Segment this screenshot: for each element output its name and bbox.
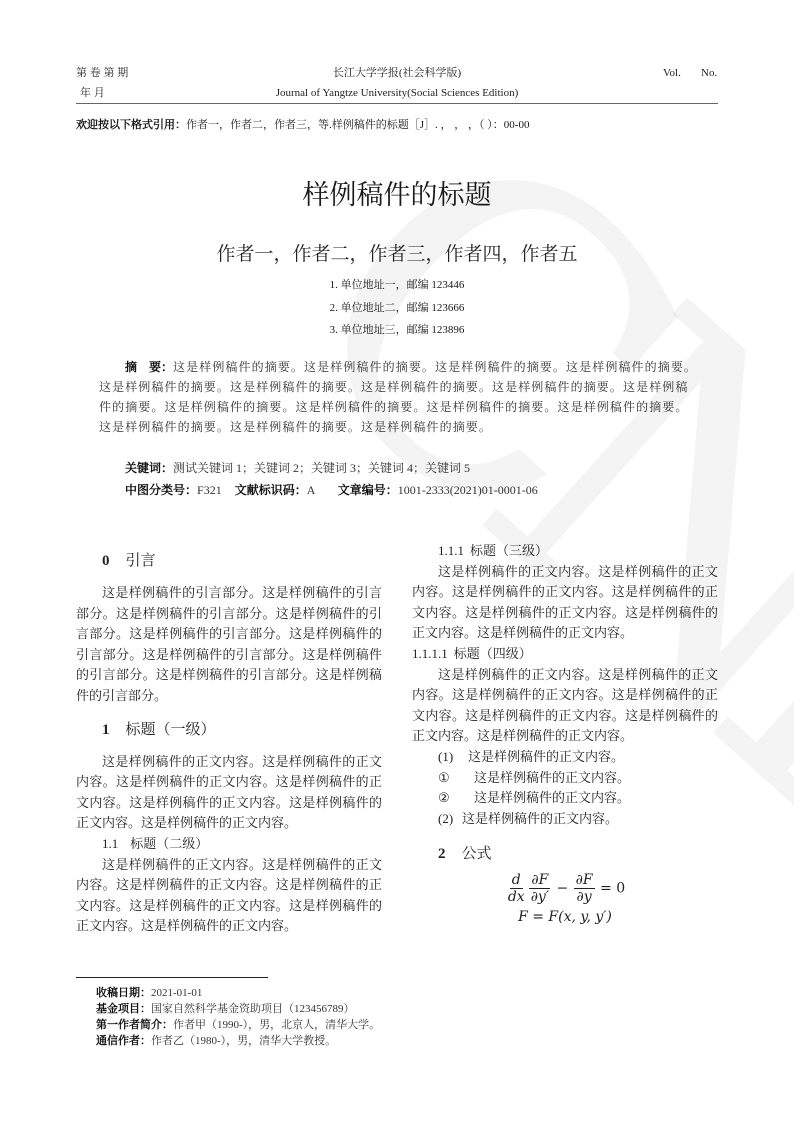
list-text: 这是样例稿件的正文内容。: [468, 748, 625, 764]
footnote-label: 通信作者：: [96, 1034, 151, 1047]
footnote-received-date: [96, 985, 202, 1001]
section-0-title: 引言: [125, 551, 156, 569]
section-1-heading: [102, 719, 382, 740]
section-2-heading: [438, 843, 718, 864]
citation-text: 作者一，作者二，作者三，等.样例稿件的标题［J］. ， ， ，（ ）：00-00: [186, 119, 530, 131]
fraction-dF-dy: [574, 872, 595, 905]
list-marker: (1): [438, 748, 454, 764]
clc-label: 中图分类号：: [125, 483, 198, 497]
fraction-dF-dyprime: [529, 872, 551, 905]
citation-label: 欢迎按以下格式引用：: [76, 118, 186, 131]
affiliation-1: 1. 单位地址一，邮编 123446: [329, 279, 465, 291]
list-marker: (2): [438, 810, 454, 826]
header-rule: [76, 103, 718, 104]
section-1-1-1-number: 1.1.1: [438, 543, 464, 558]
section-1-paragraph: 这是样例稿件的正文内容。这是样例稿件的正文内容。这是样例稿件的正文内容。这是样例稿件的正文内容。这是样例稿件的正文内容。这是样例稿件的正文内容。这是样例稿件的正文内容。: [76, 753, 382, 831]
section-1-1-heading: [102, 834, 382, 855]
minus-sign: −: [556, 880, 569, 897]
section-0-paragraph: 这是样例稿件的引言部分。这是样例稿件的引言部分。这是样例稿件的引言部分。这是样例稿件的引言部分。这是样例稿件的引言部分。这是样例稿件的引言部分。这是样例稿件的引言部分。这是样例稿件的引言部分。这是样例稿件的引言部分。这是样例稿件的引言部分。: [76, 585, 382, 703]
abstract-text: 这是样例稿件的摘要。这是样例稿件的摘要。这是样例稿件的摘要。这是样例稿件的摘要。这是样例稿件的摘要。这是样例稿件的摘要。这是样例稿件的摘要。这是样例稿件的摘要。这是样例稿件的摘要。这是样例稿件的摘要。这是样例稿件的摘要。这是样例稿件的摘要。这是样例稿件的摘要。这是样例稿件的摘要。这是样例稿件的摘要。这是样例稿件的摘要。: [99, 360, 698, 434]
citation-line: [76, 118, 529, 132]
author-list: 作者一，作者二，作者三，作者四，作者五: [216, 244, 578, 265]
section-1-1-1-1-heading: [412, 644, 718, 665]
footnote-label: 第一作者简介：: [96, 1018, 173, 1031]
section-2-number: 2: [438, 846, 446, 863]
section-1-1-1-1-paragraph: 这是样例稿件的正文内容。这是样例稿件的正文内容。这是样例稿件的正文内容。这是样例稿件的正文内容。这是样例稿件的正文内容。这是样例稿件的正文内容。这是样例稿件的正文内容。: [412, 666, 718, 744]
abstract-label: 摘 要：: [125, 360, 174, 374]
list-marker: ①: [438, 769, 450, 785]
keywords-text: 测试关键词 1；关键词 2；关键词 3；关键词 4；关键词 5: [173, 461, 471, 475]
right-column: [412, 541, 718, 928]
footnote-label: 基金项目：: [96, 1002, 151, 1015]
footnote-label: 收稿日期：: [96, 986, 151, 999]
article-number-label: 文章编号：: [337, 483, 398, 497]
header-journal-en: Journal of Yangtze University(Social Sciences Edition): [275, 87, 519, 99]
list-item: [438, 747, 718, 768]
keywords: [125, 459, 470, 477]
footnote-rule: [76, 977, 268, 978]
numerator: d: [511, 872, 521, 889]
section-1-1-title: 标题（二级）: [130, 835, 209, 851]
doc-code-label: 文献标识码：: [234, 483, 307, 497]
left-column: [76, 550, 382, 937]
section-1-1-1-1-title: 标题（四级）: [453, 645, 532, 661]
section-1-number: 1: [102, 721, 110, 738]
footnote-text: 作者甲（1990-），男，北京人，清华大学。: [173, 1019, 381, 1031]
footnote-text: 2021-01-01: [151, 987, 203, 999]
denominator: ∂y: [576, 889, 592, 906]
list-item: [438, 788, 718, 809]
section-1-1-1-1-number: 1.1.1.1: [412, 645, 448, 661]
list-marker: ②: [438, 790, 450, 806]
numerator: ∂F: [575, 872, 593, 889]
section-1-1-1-heading: [438, 541, 718, 562]
paper-title: 样例稿件的标题: [302, 180, 492, 211]
section-1-1-paragraph: 这是样例稿件的正文内容。这是样例稿件的正文内容。这是样例稿件的正文内容。这是样例稿件的正文内容。这是样例稿件的正文内容。这是样例稿件的正文内容。这是样例稿件的正文内容。: [76, 856, 382, 934]
clc-value: F321: [197, 483, 222, 497]
denominator: ∂y′: [530, 889, 550, 906]
header-journal-cn: 长江大学学报(社会科学版): [332, 67, 462, 79]
classification-line: [125, 481, 538, 499]
list-item: [438, 768, 718, 789]
affiliation-3: 3. 单位地址三，邮编 123896: [329, 324, 465, 336]
denominator: dx: [507, 889, 525, 906]
section-1-1-1-paragraph: 这是样例稿件的正文内容。这是样例稿件的正文内容。这是样例稿件的正文内容。这是样例稿件的正文内容。这是样例稿件的正文内容。这是样例稿件的正文内容。这是样例稿件的正文内容。: [412, 563, 718, 641]
equation-1: [412, 872, 718, 905]
equation-rhs: = 0: [600, 880, 626, 897]
header-volume-issue: 第 卷 第 期: [76, 67, 129, 79]
section-1-1-number: 1.1: [102, 835, 119, 851]
footnote-first-author: [96, 1017, 380, 1033]
section-1-1-1-title: 标题（三级）: [470, 543, 549, 558]
footnote-text: 国家自然科学基金资助项目（123456789）: [151, 1003, 355, 1015]
fraction-d-dx: [506, 872, 527, 905]
keywords-label: 关键词：: [125, 461, 174, 475]
doc-code-value: A: [306, 483, 315, 497]
abstract: [99, 357, 699, 437]
header-vol: Vol.: [663, 67, 681, 79]
footnote-text: 作者乙（1980-），男，清华大学教授。: [151, 1035, 337, 1047]
section-0-number: 0: [102, 553, 110, 569]
footnote-corresponding-author: [96, 1033, 336, 1049]
list-text: 这是样例稿件的正文内容。: [474, 769, 631, 785]
header-year-month: 年 月: [80, 87, 105, 99]
list-text: 这是样例稿件的正文内容。: [474, 790, 631, 806]
list-text: 这是样例稿件的正文内容。: [462, 810, 619, 826]
affiliation-2: 2. 单位地址二，邮编 123666: [329, 302, 465, 314]
header-no: No.: [701, 67, 718, 79]
section-2-title: 公式: [461, 844, 492, 863]
article-number-value: 1001-2333(2021)01-0001-06: [397, 483, 538, 497]
numerator: ∂F: [531, 872, 549, 889]
equation-2: F = F(x, y, y′): [518, 909, 612, 926]
list-item: [438, 809, 718, 830]
section-1-title: 标题（一级）: [125, 719, 216, 738]
footnote-fund: [96, 1001, 355, 1017]
section-0-heading: [102, 550, 382, 571]
